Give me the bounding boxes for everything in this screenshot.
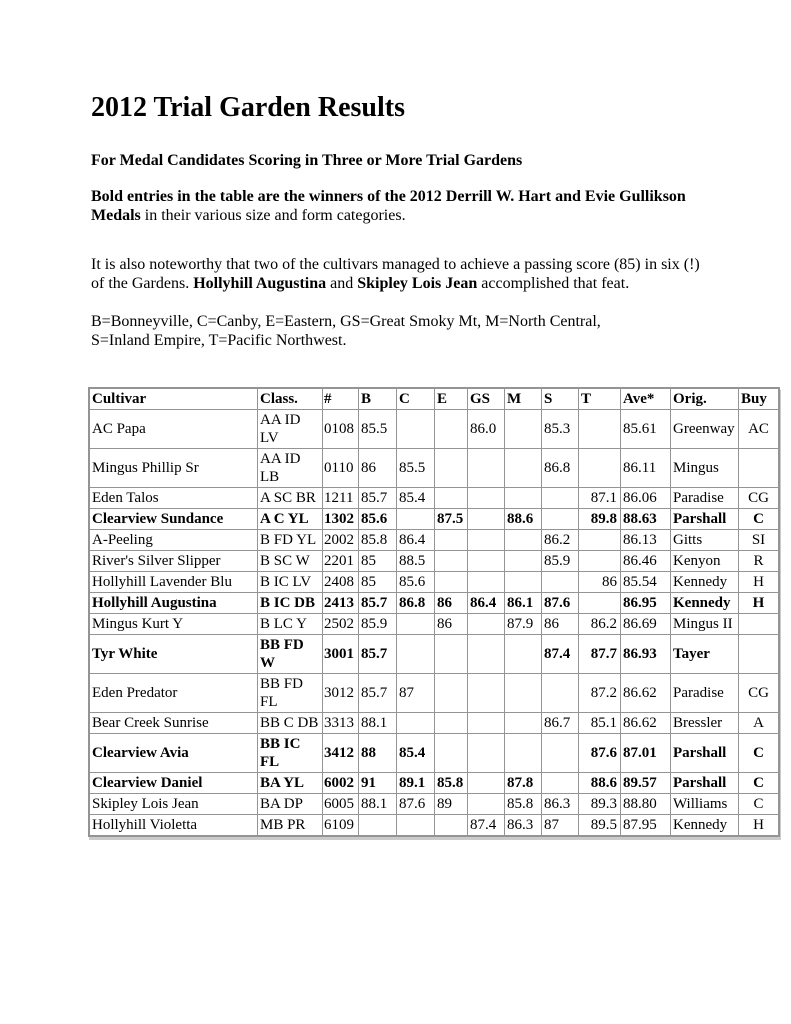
table-cell: AA ID LB: [258, 449, 323, 488]
table-cell: H: [739, 593, 780, 614]
table-cell: 87.95: [621, 815, 671, 837]
table-cell: 86: [359, 449, 397, 488]
table-cell: [435, 713, 468, 734]
table-cell: 86.4: [468, 593, 505, 614]
column-header-class: Class.: [258, 388, 323, 410]
table-cell: A-Peeling: [89, 530, 258, 551]
table-cell: Gitts: [671, 530, 739, 551]
table-cell: [579, 593, 621, 614]
table-cell: BA DP: [258, 794, 323, 815]
table-cell: [468, 488, 505, 509]
table-row: [89, 551, 779, 572]
table-cell: [468, 794, 505, 815]
table-cell: [542, 572, 579, 593]
table-cell: B IC LV: [258, 572, 323, 593]
table-cell: 1211: [323, 488, 359, 509]
table-cell: [468, 734, 505, 773]
table-cell: [397, 614, 435, 635]
table-cell: 6002: [323, 773, 359, 794]
table-cell: 85.8: [359, 530, 397, 551]
table-row: [89, 614, 779, 635]
table-cell: [435, 674, 468, 713]
table-cell: River's Silver Slipper: [89, 551, 258, 572]
table-cell: 87.2: [579, 674, 621, 713]
column-header-: #: [323, 388, 359, 410]
table-cell: Paradise: [671, 674, 739, 713]
table-cell: 2002: [323, 530, 359, 551]
table-cell: 86.8: [542, 449, 579, 488]
table-cell: [505, 674, 542, 713]
table-cell: A: [739, 713, 780, 734]
table-cell: Parshall: [671, 773, 739, 794]
table-cell: [397, 635, 435, 674]
table-row: [89, 674, 779, 713]
table-cell: 87: [542, 815, 579, 837]
table-cell: [505, 572, 542, 593]
table-cell: Hollyhill Violetta: [89, 815, 258, 837]
table-cell: 3012: [323, 674, 359, 713]
table-cell: [505, 635, 542, 674]
table-cell: Greenway: [671, 410, 739, 449]
table-cell: BB FD W: [258, 635, 323, 674]
table-cell: Clearview Daniel: [89, 773, 258, 794]
table-cell: Parshall: [671, 734, 739, 773]
table-cell: B IC DB: [258, 593, 323, 614]
table-cell: 86.3: [505, 815, 542, 837]
table-cell: [397, 509, 435, 530]
table-cell: Mingus II: [671, 614, 739, 635]
table-cell: [468, 509, 505, 530]
table-cell: [435, 488, 468, 509]
table-cell: 89.5: [579, 815, 621, 837]
table-cell: 85.6: [397, 572, 435, 593]
table-cell: C: [739, 509, 780, 530]
table-row: [89, 794, 779, 815]
table-cell: BA YL: [258, 773, 323, 794]
table-cell: [579, 551, 621, 572]
table-cell: Clearview Avia: [89, 734, 258, 773]
table-cell: [739, 449, 780, 488]
table-cell: [505, 410, 542, 449]
table-cell: [542, 773, 579, 794]
results-table-body: [89, 410, 779, 837]
intro-line-1: Bold entries in the table are the winners of the 2012 Derrill W. Hart and Evie Gullikson: [91, 188, 686, 206]
table-cell: [468, 674, 505, 713]
table-cell: Kennedy: [671, 572, 739, 593]
table-cell: 86.06: [621, 488, 671, 509]
table-cell: 85.1: [579, 713, 621, 734]
table-cell: 85.4: [397, 734, 435, 773]
table-cell: [542, 509, 579, 530]
table-cell: [468, 635, 505, 674]
table-cell: 86.2: [542, 530, 579, 551]
table-row: [89, 410, 779, 449]
table-cell: 86.7: [542, 713, 579, 734]
table-cell: 85: [359, 572, 397, 593]
table-cell: 85.9: [359, 614, 397, 635]
table-cell: 88.80: [621, 794, 671, 815]
table-row: [89, 635, 779, 674]
table-cell: 3412: [323, 734, 359, 773]
table-row: [89, 509, 779, 530]
subtitle: For Medal Candidates Scoring in Three or More Trial Gardens: [91, 152, 523, 170]
table-cell: [468, 551, 505, 572]
table-row: [89, 449, 779, 488]
table-cell: 88.63: [621, 509, 671, 530]
table-row: [89, 488, 779, 509]
table-cell: 85.8: [505, 794, 542, 815]
table-cell: [397, 410, 435, 449]
table-cell: 85.6: [359, 509, 397, 530]
table-cell: [542, 674, 579, 713]
results-table-header-row: [89, 388, 779, 410]
table-cell: 88.6: [579, 773, 621, 794]
table-cell: 6109: [323, 815, 359, 837]
table-cell: 88.1: [359, 713, 397, 734]
table-cell: [468, 614, 505, 635]
table-cell: [739, 635, 780, 674]
table-cell: C: [739, 773, 780, 794]
table-cell: Eden Predator: [89, 674, 258, 713]
table-cell: [505, 530, 542, 551]
table-cell: Mingus Phillip Sr: [89, 449, 258, 488]
legend-line-1: B=Bonneyville, C=Canby, E=Eastern, GS=Great Smoky Mt, M=North Central,: [91, 313, 601, 331]
table-cell: 85.61: [621, 410, 671, 449]
table-cell: Parshall: [671, 509, 739, 530]
table-cell: 2502: [323, 614, 359, 635]
table-cell: [468, 572, 505, 593]
table-cell: [397, 815, 435, 837]
table-cell: R: [739, 551, 780, 572]
table-cell: 87.7: [579, 635, 621, 674]
table-cell: 6005: [323, 794, 359, 815]
table-cell: 87.01: [621, 734, 671, 773]
column-header-m: M: [505, 388, 542, 410]
table-cell: BB C DB: [258, 713, 323, 734]
table-cell: Hollyhill Augustina: [89, 593, 258, 614]
table-cell: 85.3: [542, 410, 579, 449]
column-header-orig: Orig.: [671, 388, 739, 410]
table-row: [89, 572, 779, 593]
table-cell: 87.4: [542, 635, 579, 674]
table-cell: AC Papa: [89, 410, 258, 449]
table-cell: 86.62: [621, 674, 671, 713]
table-cell: AA ID LV: [258, 410, 323, 449]
table-cell: H: [739, 815, 780, 837]
table-cell: [435, 572, 468, 593]
table-cell: [435, 635, 468, 674]
table-cell: 2408: [323, 572, 359, 593]
table-cell: 85.7: [359, 488, 397, 509]
table-cell: [505, 551, 542, 572]
page-title: 2012 Trial Garden Results: [91, 92, 405, 123]
note-line-2: of the Gardens. Hollyhill Augustina and Skipley Lois Jean accomplished that feat.: [91, 275, 630, 293]
table-cell: 86.62: [621, 713, 671, 734]
table-cell: 86.4: [397, 530, 435, 551]
table-cell: Kennedy: [671, 593, 739, 614]
column-header-s: S: [542, 388, 579, 410]
table-cell: 87.4: [468, 815, 505, 837]
table-cell: [397, 713, 435, 734]
table-cell: 2201: [323, 551, 359, 572]
table-cell: 88: [359, 734, 397, 773]
table-cell: 87.5: [435, 509, 468, 530]
table-cell: 88.5: [397, 551, 435, 572]
table-cell: [468, 713, 505, 734]
table-cell: 89.57: [621, 773, 671, 794]
table-cell: [359, 815, 397, 837]
results-table-container: [88, 387, 791, 837]
table-cell: 91: [359, 773, 397, 794]
table-cell: 86.93: [621, 635, 671, 674]
table-row: [89, 773, 779, 794]
table-cell: 86.13: [621, 530, 671, 551]
column-header-ave: Ave*: [621, 388, 671, 410]
table-cell: 86.1: [505, 593, 542, 614]
table-cell: 85.54: [621, 572, 671, 593]
table-cell: 86.8: [397, 593, 435, 614]
table-cell: 85.7: [359, 635, 397, 674]
table-cell: 86.95: [621, 593, 671, 614]
column-header-gs: GS: [468, 388, 505, 410]
table-cell: Williams: [671, 794, 739, 815]
table-cell: [435, 551, 468, 572]
table-cell: Bear Creek Sunrise: [89, 713, 258, 734]
table-cell: [505, 488, 542, 509]
table-cell: AC: [739, 410, 780, 449]
table-cell: [435, 410, 468, 449]
table-cell: [505, 734, 542, 773]
table-cell: 89.3: [579, 794, 621, 815]
table-cell: B LC Y: [258, 614, 323, 635]
table-cell: 87.6: [542, 593, 579, 614]
column-header-b: B: [359, 388, 397, 410]
table-cell: 85.8: [435, 773, 468, 794]
table-cell: 89.1: [397, 773, 435, 794]
table-cell: Mingus Kurt Y: [89, 614, 258, 635]
table-cell: [505, 713, 542, 734]
table-cell: [505, 449, 542, 488]
table-cell: 85.7: [359, 593, 397, 614]
table-cell: B FD YL: [258, 530, 323, 551]
table-cell: 87.8: [505, 773, 542, 794]
table-cell: [579, 449, 621, 488]
table-cell: 86: [435, 593, 468, 614]
table-cell: [468, 530, 505, 551]
column-header-e: E: [435, 388, 468, 410]
table-cell: 86: [435, 614, 468, 635]
table-cell: 85: [359, 551, 397, 572]
table-cell: 89: [435, 794, 468, 815]
table-cell: 87.1: [579, 488, 621, 509]
table-cell: [435, 449, 468, 488]
table-cell: 1302: [323, 509, 359, 530]
table-cell: Eden Talos: [89, 488, 258, 509]
results-table: [88, 387, 780, 837]
table-cell: [739, 614, 780, 635]
table-cell: 86.2: [579, 614, 621, 635]
table-cell: 87.9: [505, 614, 542, 635]
table-cell: Kenyon: [671, 551, 739, 572]
table-cell: 86.46: [621, 551, 671, 572]
table-cell: [468, 773, 505, 794]
table-cell: BB IC FL: [258, 734, 323, 773]
table-cell: 88.6: [505, 509, 542, 530]
note-paragraph: [91, 255, 791, 293]
table-cell: [542, 488, 579, 509]
table-cell: [542, 734, 579, 773]
column-header-c: C: [397, 388, 435, 410]
column-header-cultivar: Cultivar: [89, 388, 258, 410]
table-cell: C: [739, 734, 780, 773]
table-cell: 87.6: [397, 794, 435, 815]
table-cell: 87.6: [579, 734, 621, 773]
table-cell: Clearview Sundance: [89, 509, 258, 530]
table-cell: Mingus: [671, 449, 739, 488]
table-cell: Tayer: [671, 635, 739, 674]
intro-paragraph: [91, 187, 791, 225]
note-line-1: It is also noteworthy that two of the cultivars managed to achieve a passing score (85) in six (!): [91, 256, 700, 274]
table-cell: 87: [397, 674, 435, 713]
table-cell: [579, 410, 621, 449]
table-cell: Hollyhill Lavender Blu: [89, 572, 258, 593]
column-header-buy: Buy: [739, 388, 780, 410]
table-cell: MB PR: [258, 815, 323, 837]
table-cell: Kennedy: [671, 815, 739, 837]
table-cell: Paradise: [671, 488, 739, 509]
table-cell: [468, 449, 505, 488]
table-cell: 86.0: [468, 410, 505, 449]
table-cell: 85.5: [397, 449, 435, 488]
table-cell: 86.3: [542, 794, 579, 815]
table-row: [89, 815, 779, 837]
table-cell: B SC W: [258, 551, 323, 572]
table-cell: SI: [739, 530, 780, 551]
table-cell: 2413: [323, 593, 359, 614]
table-cell: Bressler: [671, 713, 739, 734]
table-cell: A C YL: [258, 509, 323, 530]
table-cell: [579, 530, 621, 551]
table-cell: 3313: [323, 713, 359, 734]
table-cell: CG: [739, 488, 780, 509]
table-cell: 85.7: [359, 674, 397, 713]
table-cell: [435, 530, 468, 551]
table-row: [89, 713, 779, 734]
table-cell: 89.8: [579, 509, 621, 530]
table-cell: 86.11: [621, 449, 671, 488]
table-cell: [435, 815, 468, 837]
table-cell: 3001: [323, 635, 359, 674]
table-row: [89, 593, 779, 614]
table-cell: 86: [579, 572, 621, 593]
table-cell: BB FD FL: [258, 674, 323, 713]
garden-legend: [91, 312, 791, 350]
table-cell: C: [739, 794, 780, 815]
table-cell: 88.1: [359, 794, 397, 815]
table-cell: Tyr White: [89, 635, 258, 674]
table-cell: [435, 734, 468, 773]
table-cell: 0110: [323, 449, 359, 488]
table-cell: Skipley Lois Jean: [89, 794, 258, 815]
table-cell: 85.4: [397, 488, 435, 509]
table-cell: H: [739, 572, 780, 593]
column-header-t: T: [579, 388, 621, 410]
intro-line-2: Medals in their various size and form categories.: [91, 207, 406, 225]
table-cell: 85.9: [542, 551, 579, 572]
table-row: [89, 734, 779, 773]
table-cell: 86.69: [621, 614, 671, 635]
table-cell: 85.5: [359, 410, 397, 449]
table-cell: 0108: [323, 410, 359, 449]
table-row: [89, 530, 779, 551]
table-cell: A SC BR: [258, 488, 323, 509]
legend-line-2: S=Inland Empire, T=Pacific Northwest.: [91, 332, 347, 350]
table-cell: CG: [739, 674, 780, 713]
table-cell: 86: [542, 614, 579, 635]
